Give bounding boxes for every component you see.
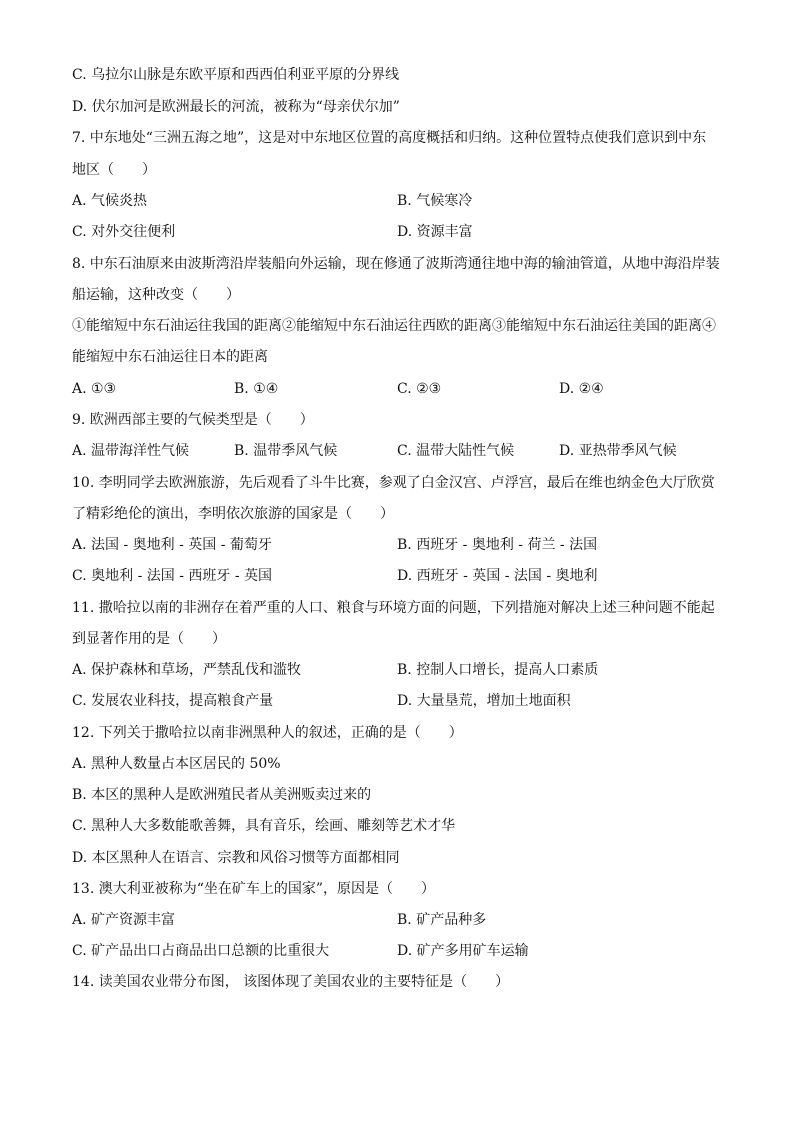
q13-option-d: D. 矿产多用矿车运输	[397, 943, 529, 959]
q8-stem-line-2: 船运输，这种改变（ ）	[72, 287, 240, 303]
q11-stem-line-2: 到显著作用的是（ ）	[72, 631, 226, 647]
q9-option-a: A. 温带海洋性气候	[72, 443, 190, 459]
q7-option-d: D. 资源丰富	[397, 224, 473, 240]
q8-items-line-2: 能缩短中东石油运往日本的距离	[72, 349, 268, 365]
q7-stem-line-2: 地区（ ）	[72, 162, 156, 178]
q10-option-b: B. 西班牙 - 奥地利 - 荷兰 - 法国	[397, 537, 598, 553]
q12-stem: 12. 下列关于撒哈拉以南非洲黑种人的叙述，正确的是（ ）	[72, 725, 463, 741]
q13-option-a: A. 矿产资源丰富	[72, 912, 176, 928]
q13-stem: 13. 澳大利亚被称为“坐在矿车上的国家”，原因是（ ）	[72, 881, 436, 897]
q11-option-d: D. 大量垦荒，增加土地面积	[397, 693, 571, 709]
q7-stem-line-1: 7. 中东地处“三洲五海之地”，这是对中东地区位置的高度概括和归纳。这种位置特点使我们意识到中东	[72, 130, 707, 146]
q8-items-line-1: ①能缩短中东石油运往我国的距离②能缩短中东石油运往西欧的距离③能缩短中东石油运往美国的距离④	[72, 318, 716, 334]
q6-option-c: C. 乌拉尔山脉是东欧平原和西西伯利亚平原的分界线	[72, 67, 400, 83]
q12-option-b: B. 本区的黑种人是欧洲殖民者从美洲贩卖过来的	[72, 787, 372, 803]
q8-option-d: D. ②④	[559, 381, 604, 397]
q8-option-c: C. ②③	[397, 381, 442, 397]
q10-stem-line-2: 了精彩绝伦的演出，李明依次旅游的国家是（ ）	[72, 506, 394, 522]
q6-option-d: D. 伏尔加河是欧洲最长的河流，被称为“母亲伏尔加”	[72, 99, 400, 115]
q9-option-c: C. 温带大陆性气候	[397, 443, 515, 459]
q11-option-a: A. 保护森林和草场，严禁乱伐和滥牧	[72, 662, 302, 678]
q13-option-c: C. 矿产品出口占商品出口总额的比重很大	[72, 943, 330, 959]
q10-option-c: C. 奥地利 - 法国 - 西班牙 - 英国	[72, 568, 273, 584]
q11-stem-line-1: 11. 撒哈拉以南的非洲存在着严重的人口、粮食与环境方面的问题，下列措施对解决上述三种问题不能起	[72, 600, 715, 616]
q10-stem-line-1: 10. 李明同学去欧洲旅游，先后观看了斗牛比赛，参观了白金汉宫、卢浮宫，最后在维也纳金色大厅欣赏	[72, 475, 715, 491]
q7-option-c: C. 对外交往便利	[72, 224, 176, 240]
q13-option-b: B. 矿产品种多	[397, 912, 487, 928]
q8-option-b: B. ①④	[234, 381, 279, 397]
q9-stem: 9. 欧洲西部主要的气候类型是（ ）	[72, 412, 314, 428]
q12-option-a: A. 黑种人数量占本区居民的 50%	[72, 756, 281, 772]
q7-option-a: A. 气候炎热	[72, 193, 148, 209]
q10-option-a: A. 法国 - 奥地利 - 英国 - 葡萄牙	[72, 537, 272, 553]
q8-stem-line-1: 8. 中东石油原来由波斯湾沿岸装船向外运输，现在修通了波斯湾通往地中海的输油管道，从地中海沿岸装	[72, 256, 720, 272]
q7-option-b: B. 气候寒冷	[397, 193, 473, 209]
q14-stem: 14. 读美国农业带分布图， 该图体现了美国农业的主要特征是（ ）	[72, 974, 510, 990]
q11-option-c: C. 发展农业科技，提高粮食产量	[72, 693, 274, 709]
q12-option-d: D. 本区黑种人在语言、宗教和风俗习惯等方面都相同	[72, 850, 400, 866]
q10-option-d: D. 西班牙 - 英国 - 法国 - 奥地利	[397, 568, 598, 584]
q9-option-b: B. 温带季风气候	[234, 443, 338, 459]
q9-option-d: D. 亚热带季风气候	[559, 443, 677, 459]
q8-option-a: A. ①③	[72, 381, 117, 397]
q11-option-b: B. 控制人口增长，提高人口素质	[397, 662, 599, 678]
q12-option-c: C. 黑种人大多数能歌善舞，具有音乐，绘画、雕刻等艺术才华	[72, 818, 456, 834]
